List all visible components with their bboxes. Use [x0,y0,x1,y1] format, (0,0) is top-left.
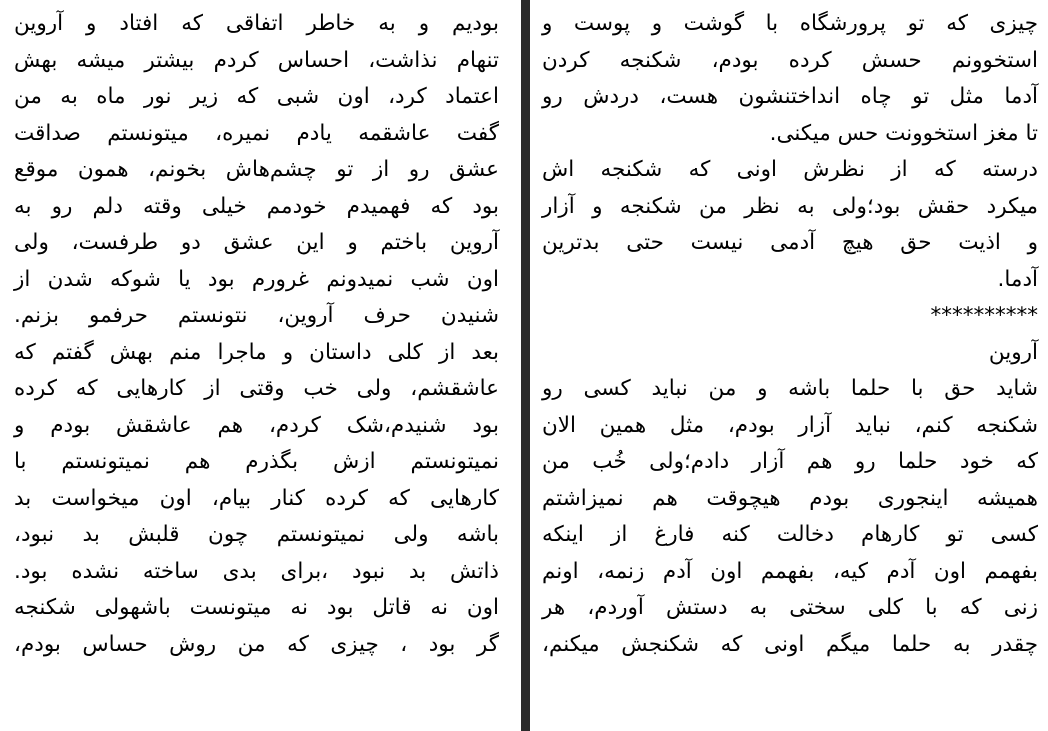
text-line: نمیتونستم ازش بگذرم هم نمیتونستم با [14,449,499,474]
text-line: عشق رو از تو چشم‌هاش بخونم، همون موقع [14,157,499,182]
text-line: بود شنیدم،شک کردم، هم عاشقش بودم و [14,412,499,438]
text-line: بعد از کلی داستان و ماجرا منم بهش گفتم که [14,339,499,365]
text-line: زنی که با کلی سختی به دستش آوردم، هر [542,595,1038,620]
text-line: اون نه قاتل بود نه میتونست باشهولی شکنجه [14,595,499,620]
text-line: اون شب نمیدونم غرورم بود یا شوکه شدن از [14,266,499,292]
text-line: آدما مثل تو چاه انداختنشون هست، دردش رو [542,84,1038,109]
text-line: درسته که از نظرش اونی که شکنجه اش [542,157,1038,182]
text-line: ذاتش بد نبود ،برای بدی ساخته نشده بود. [14,558,499,584]
text-line: و اذیت حق هیچ آدمی نیست حتی بدترین [542,230,1038,255]
text-line: عاشقشم، ولی خب وقتی از کارهایی که کرده [14,376,499,401]
text-line: استخوونم حسش کرده بودم، شکنجه کردن [542,47,1038,73]
text-line: گر بود ، چیزی که من روش حساس بودم، [14,631,499,657]
right-column-text [542,0,1038,663]
text-line: تنهام نذاشت، احساس کردم بیشتر میشه بهش [14,47,499,73]
text-line: شنیدن حرف آروین، نتونستم حرفمو بزنم. [14,303,499,328]
text-line: باشه ولی نمیتونستم چون قلبش بد نبود، [14,522,499,547]
text-line: گفت عاشقمه یادم نمیره، میتونستم صداقت [14,120,499,146]
text-line: تا مغز استخوونت حس میکنی. [769,120,1038,146]
text-line: چیزی که تو پرورشگاه با گوشت و پوست و [542,11,1038,36]
left-column-text [14,0,499,663]
section-separator: ********** [930,303,1038,328]
text-line: کسی تو کارهام دخالت کنه فارغ از اینکه [542,522,1038,547]
text-line: بفهمم اون آدم کیه، بفهمم اون آدم زنمه، اونم [542,558,1038,584]
right-text-column [530,0,1048,731]
text-line: اعتماد کرد، اون شبی که زیر نور ماه به من [14,84,499,109]
text-line: آروین باختم و این عشق دو طرفست، ولی [14,230,499,255]
text-line: همیشه اینجوری بودم هیچوقت هم نمیزاشتم [542,485,1038,511]
character-heading: آروین [988,339,1038,365]
text-line: که خود حلما رو هم آزار دادم؛ولی خُب من [542,449,1038,474]
column-divider [521,0,530,731]
text-line: بودیم و به خاطر اتفاقی که افتاد و آروین [14,11,499,36]
text-line: شکنجه کنم، نباید آزار بودم، مثل همین الان [542,412,1038,438]
text-line: شاید حق با حلما باشه و من نباید کسی رو [542,376,1038,401]
text-line: بود که فهمیدم خودمم خیلی وقته دلم رو به [14,193,499,219]
text-line: کارهایی که کرده کنار بیام، اون میخواست بد [14,485,499,511]
text-line: میکرد حقش بود؛ولی به نظر من شکنجه و آزار [542,193,1038,219]
text-line: آدما. [997,266,1038,292]
left-text-column [0,0,521,731]
text-line: چقدر به حلما میگم اونی که شکنجش میکنم، [542,631,1038,657]
